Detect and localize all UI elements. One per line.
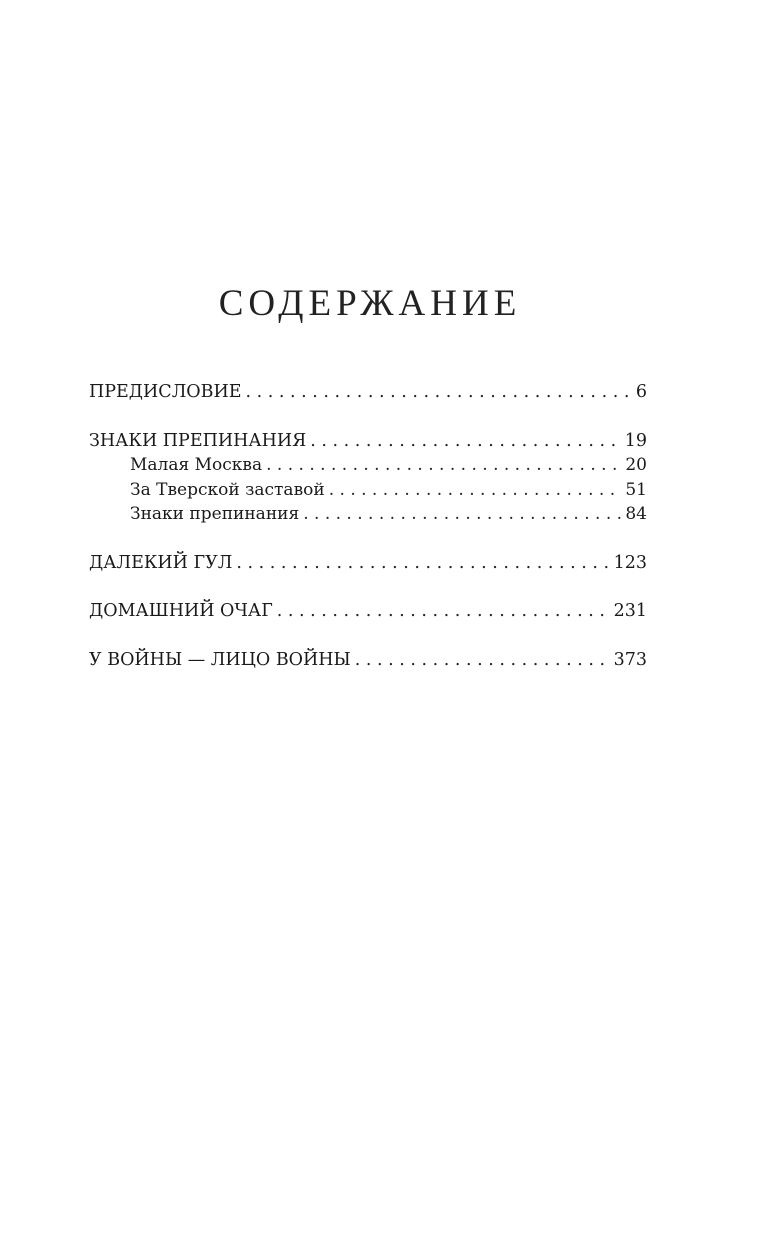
toc-page-number: 231 (613, 601, 647, 621)
dot-leader (355, 648, 610, 673)
dot-leader (303, 502, 621, 527)
toc-entry-label: ЗНАКИ ПРЕПИНАНИЯ (89, 430, 307, 451)
toc-subentry (89, 502, 647, 527)
dot-leader (277, 599, 610, 624)
toc-entry-label: Знаки препинания (130, 504, 300, 524)
page-title: СОДЕРЖАНИЕ (218, 283, 522, 324)
dot-leader (329, 478, 622, 503)
toc-entry-label: Малая Москва (130, 455, 263, 475)
toc-entry-preface (89, 380, 647, 405)
toc-entry-section (89, 429, 647, 454)
toc-entry-label: ДОМАШНИЙ ОЧАГ (89, 601, 273, 621)
toc-page-number: 51 (625, 479, 647, 500)
toc-entry-label: За Тверской заставой (130, 479, 325, 500)
table-of-contents (89, 380, 647, 672)
dot-leader (246, 380, 632, 405)
toc-page-number: 6 (635, 382, 647, 402)
dot-leader (266, 453, 621, 478)
toc-entry-section (89, 599, 647, 624)
toc-subentry (89, 478, 647, 503)
toc-page-number: 84 (625, 504, 647, 524)
toc-entry-label: У ВОЙНЫ — ЛИЦО ВОЙНЫ (89, 649, 351, 670)
toc-entry-section (89, 648, 647, 673)
toc-entry-label: ДАЛЕКИЙ ГУЛ (89, 552, 233, 573)
toc-subentry (89, 453, 647, 478)
toc-entry-label: ПРЕДИСЛОВИЕ (89, 382, 242, 402)
dot-leader (310, 429, 620, 454)
toc-page-number: 123 (613, 552, 647, 573)
toc-page-number: 19 (624, 430, 647, 451)
toc-page-number: 20 (625, 455, 647, 475)
toc-page-number: 373 (613, 649, 647, 670)
dot-leader (236, 551, 609, 576)
toc-entry-section (89, 551, 647, 576)
